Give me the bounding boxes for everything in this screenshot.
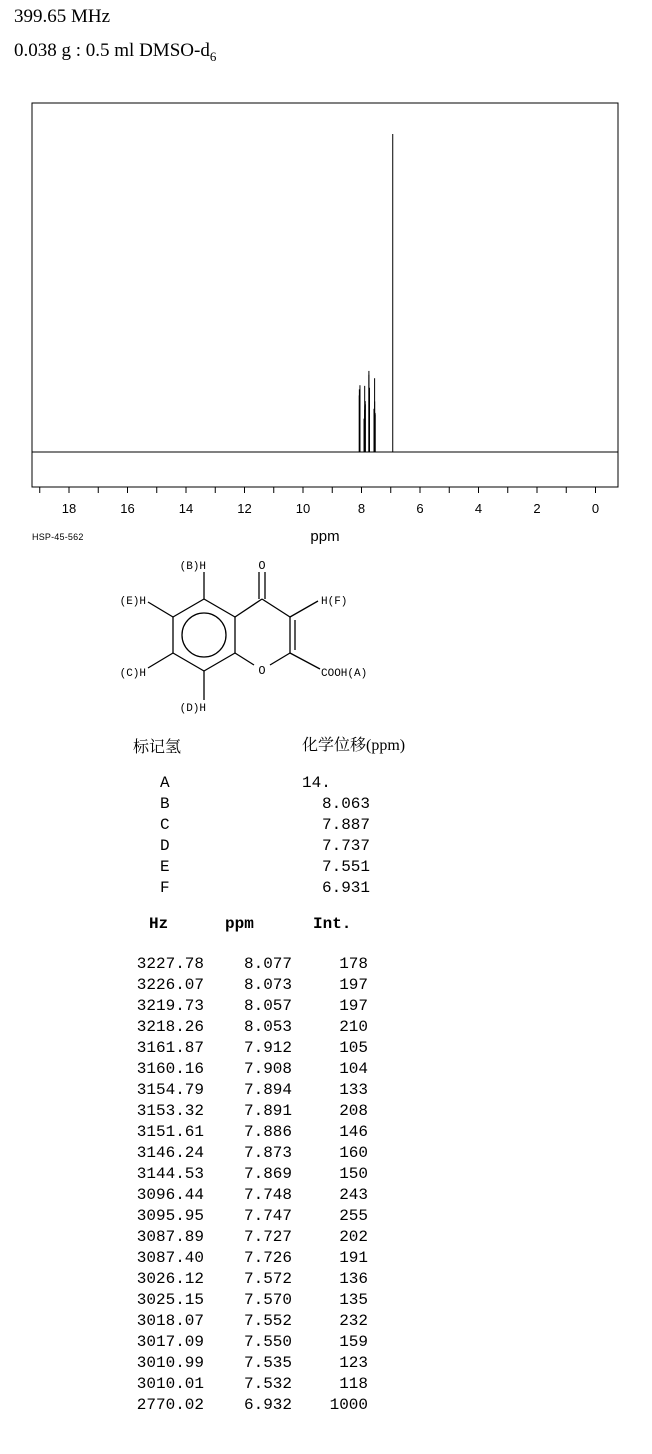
assignment-shift: 7.887 (321, 816, 370, 834)
peak-hz: 3095.95 (136, 1207, 204, 1225)
assignment-shift: 7.737 (321, 837, 370, 855)
peak-intensity: 197 (339, 997, 368, 1015)
peak-ppm: 7.748 (243, 1186, 292, 1204)
peak-intensity: 232 (339, 1312, 368, 1330)
x-tick-label: 2 (533, 501, 541, 516)
label-h-f: H(F) (321, 596, 348, 608)
peak-intensity: 118 (339, 1375, 368, 1393)
peak-intensity: 197 (339, 976, 368, 994)
peak-ppm: 7.873 (243, 1144, 292, 1162)
peak-hz: 3087.89 (136, 1228, 204, 1246)
peak-hz: 3010.01 (136, 1375, 204, 1393)
structure-bonds (148, 572, 320, 700)
peak-ppm: 8.077 (243, 955, 292, 973)
peak-ppm: 7.894 (243, 1081, 292, 1099)
plot-frame (32, 103, 618, 487)
peak-hz: 3161.87 (136, 1039, 204, 1057)
x-tick-label: 4 (474, 501, 483, 516)
nmr-spectrum-chart (0, 95, 652, 555)
peak-intensity: 1000 (329, 1396, 368, 1414)
peak-table-header-int: Int. (313, 915, 352, 933)
peak-intensity: 136 (339, 1270, 368, 1288)
assignment-header-shift: 化学位移(ppm) (302, 737, 406, 754)
assignment-shift: 8.063 (321, 795, 370, 813)
peak-hz: 3087.40 (136, 1249, 204, 1267)
x-tick-label: 6 (416, 501, 424, 516)
peak-hz: 3025.15 (136, 1291, 204, 1309)
peak-hz: 3026.12 (136, 1270, 204, 1288)
x-tick-label: 0 (591, 501, 600, 516)
peak-hz: 2770.02 (136, 1396, 204, 1414)
peak-intensity: 135 (339, 1291, 368, 1309)
x-tick-label: 10 (295, 501, 311, 516)
peak-ppm: 8.073 (243, 976, 292, 994)
peak-ppm: 7.532 (243, 1375, 292, 1393)
peak-ppm: 7.869 (243, 1165, 292, 1183)
peak-hz: 3219.73 (136, 997, 204, 1015)
peak-lines (359, 134, 392, 452)
x-tick-label: 8 (357, 501, 366, 516)
assignment-proton: D (160, 837, 170, 855)
peak-table-header-ppm: ppm (225, 915, 254, 933)
peak-hz: 3017.09 (136, 1333, 204, 1351)
peak-intensity: 150 (339, 1165, 368, 1183)
peak-hz: 3010.99 (136, 1354, 204, 1372)
peak-hz: 3144.53 (136, 1165, 204, 1183)
peak-ppm: 6.932 (243, 1396, 292, 1414)
sample-subscript: 6 (209, 48, 217, 64)
assignment-header-label: 标记氢 (133, 739, 182, 756)
peak-hz: 3146.24 (136, 1144, 204, 1162)
peak-table-header-hz: Hz (149, 915, 169, 933)
peak-intensity: 178 (339, 955, 368, 973)
peak-intensity: 160 (339, 1144, 368, 1162)
peak-intensity: 191 (339, 1249, 368, 1267)
peak-intensity: 105 (339, 1039, 368, 1057)
peak-ppm: 7.747 (243, 1207, 292, 1225)
peak-ppm: 7.727 (243, 1228, 292, 1246)
peak-hz: 3227.78 (136, 955, 204, 973)
peak-ppm: 7.726 (243, 1249, 292, 1267)
assignment-proton: F (160, 879, 170, 897)
label-h-c: (C)H (119, 668, 146, 680)
x-axis-title: ppm (310, 528, 340, 545)
peak-intensity: 243 (339, 1186, 368, 1204)
peak-ppm: 7.908 (243, 1060, 292, 1078)
peak-ppm: 7.550 (243, 1333, 292, 1351)
x-tick-label: 14 (178, 501, 194, 516)
ring-oxygen: O (258, 664, 266, 678)
x-axis-ticks (40, 487, 599, 516)
sample-description (14, 40, 216, 65)
assignment-shift: 14. (302, 774, 331, 792)
peak-ppm: 7.912 (243, 1039, 292, 1057)
molecule-structure (100, 552, 400, 717)
peak-intensity: 208 (339, 1102, 368, 1120)
spectrometer-frequency: 399.65 MHz (14, 6, 111, 27)
spectrum-code: HSP-45-562 (32, 532, 84, 542)
assignment-proton: A (160, 774, 170, 792)
peak-hz: 3154.79 (136, 1081, 204, 1099)
peak-ppm: 7.886 (243, 1123, 292, 1141)
peak-ppm: 8.057 (243, 997, 292, 1015)
peak-ppm: 7.572 (243, 1270, 292, 1288)
peak-hz: 3153.32 (136, 1102, 204, 1120)
peak-ppm: 7.570 (243, 1291, 292, 1309)
peak-intensity: 104 (339, 1060, 368, 1078)
sample-text: 0.038 g : 0.5 ml DMSO-d (14, 40, 210, 61)
x-tick-label: 12 (237, 501, 252, 516)
label-h-d: (D)H (179, 703, 206, 715)
assignment-shift: 7.551 (321, 858, 370, 876)
peak-intensity: 210 (339, 1018, 368, 1036)
assignment-shift: 6.931 (321, 879, 370, 897)
peak-intensity: 202 (339, 1228, 368, 1246)
peak-ppm: 8.053 (243, 1018, 292, 1036)
peak-intensity: 123 (339, 1354, 368, 1372)
peak-hz: 3096.44 (136, 1186, 204, 1204)
peak-ppm: 7.535 (243, 1354, 292, 1372)
peak-hz: 3160.16 (136, 1060, 204, 1078)
peak-intensity: 146 (339, 1123, 368, 1141)
assignment-proton: B (160, 795, 170, 813)
peak-ppm: 7.891 (243, 1102, 292, 1120)
carbonyl-oxygen: O (258, 559, 266, 573)
peak-hz: 3151.61 (136, 1123, 204, 1141)
peak-intensity: 159 (339, 1333, 368, 1351)
peak-hz: 3226.07 (136, 976, 204, 994)
x-tick-label: 16 (120, 501, 135, 516)
label-h-e: (E)H (119, 596, 146, 608)
label-h-b: (B)H (179, 561, 206, 573)
assignment-proton: C (160, 816, 170, 834)
peak-hz: 3018.07 (136, 1312, 204, 1330)
peak-intensity: 133 (339, 1081, 368, 1099)
peak-hz: 3218.26 (136, 1018, 204, 1036)
peak-ppm: 7.552 (243, 1312, 292, 1330)
peak-intensity: 255 (339, 1207, 368, 1225)
x-tick-label: 18 (61, 501, 77, 516)
assignment-proton: E (160, 858, 170, 876)
label-cooh-a: COOH(A) (321, 668, 368, 680)
